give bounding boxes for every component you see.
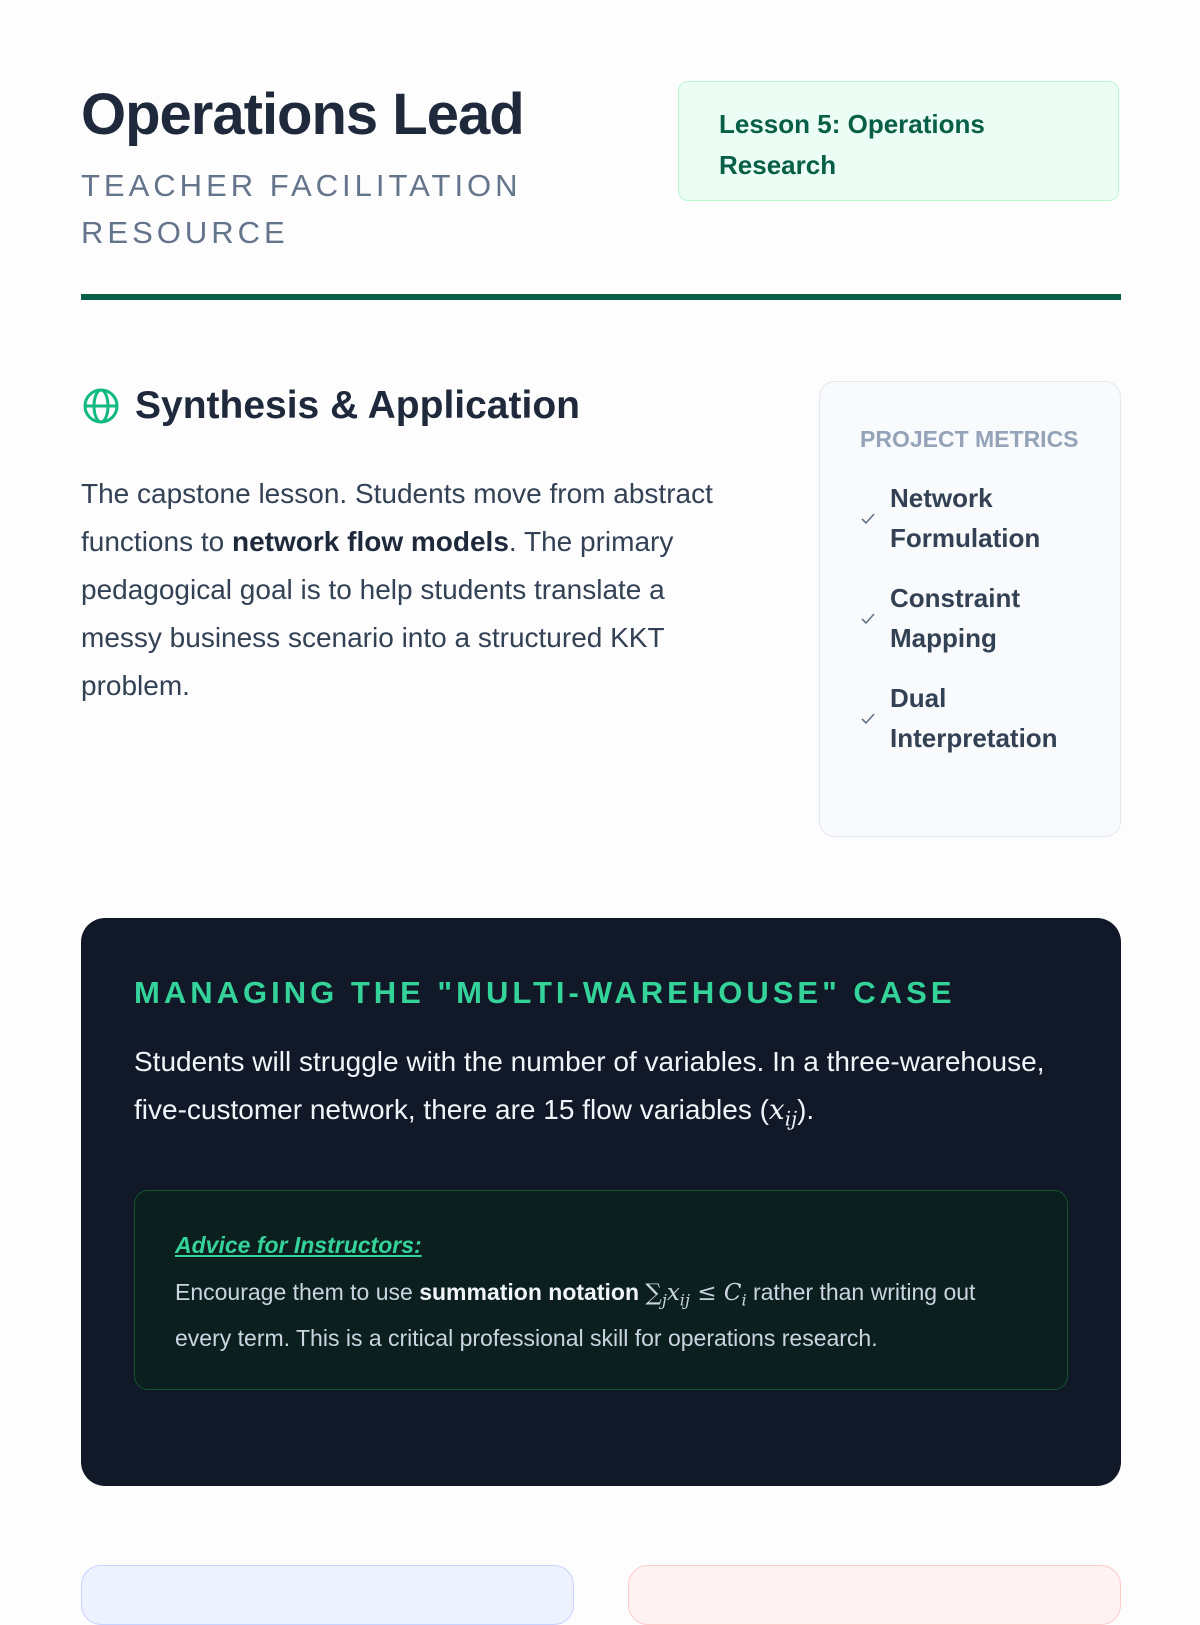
metric-label: Constraint Mapping	[890, 583, 1020, 653]
advice-body	[175, 1273, 1027, 1359]
math-x-subscript: ij	[784, 1107, 798, 1131]
project-metrics-panel	[819, 381, 1121, 837]
metric-label: Dual Interpretation	[890, 683, 1058, 753]
synthesis-body-text: The capstone lesson. Students move from abstract functions to	[81, 478, 713, 557]
check-icon	[860, 510, 876, 526]
multi-warehouse-case	[81, 918, 1121, 1486]
math-x: x	[768, 1093, 785, 1126]
advice-box	[134, 1190, 1068, 1390]
sum-subscript: j	[661, 1290, 667, 1310]
formula-le-c: ≤ C	[689, 1279, 742, 1306]
case-title: MANAGING THE "MULTI-WAREHOUSE" CASE	[134, 975, 956, 1010]
page-header	[81, 80, 1121, 300]
advice-bold: summation notation	[419, 1278, 639, 1305]
case-body-text: Students will struggle with the number of variables. In a three-warehouse, five-customer network, there are 15 flow variables (	[134, 1046, 1045, 1125]
synthesis-heading	[81, 380, 751, 432]
advice-label: Advice for Instructors:	[175, 1231, 422, 1258]
synthesis-body	[81, 470, 751, 710]
globe-icon	[81, 386, 121, 426]
formula-x: x	[666, 1279, 680, 1306]
metric-item	[860, 678, 1090, 758]
synthesis-body-text-end: . The primary pedagogical goal is to help students translate a messy business scenario into a structured KKT problem.	[81, 526, 674, 701]
check-icon	[860, 710, 876, 726]
math-variable	[768, 1093, 798, 1131]
case-body	[134, 1038, 1068, 1144]
sum-symbol: ∑	[645, 1279, 662, 1306]
advice-text: Encourage them to use	[175, 1278, 420, 1305]
metric-label: Network Formulation	[890, 483, 1041, 553]
bottom-card-blue	[81, 1565, 574, 1625]
metrics-title: PROJECT METRICS	[860, 426, 1079, 452]
metric-item	[860, 578, 1090, 658]
formula-c-subscript: i	[741, 1290, 747, 1310]
check-icon	[860, 610, 876, 626]
synthesis-section	[81, 380, 751, 738]
page-title: Operations Lead	[81, 82, 524, 147]
formula-x-subscript: ij	[679, 1290, 690, 1310]
bottom-card-red	[628, 1565, 1121, 1625]
synthesis-heading-text: Synthesis & Application	[135, 384, 580, 427]
metric-item	[860, 478, 1090, 558]
case-body-end: ).	[797, 1094, 815, 1125]
page-subtitle: TEACHER FACILITATION RESOURCE	[81, 168, 522, 250]
header-divider	[81, 294, 1121, 300]
summation-formula	[645, 1279, 747, 1310]
advice-text-end: rather than writing out every term. This is a critical professional skill for operations research.	[175, 1278, 976, 1352]
lesson-badge: Lesson 5: Operations Research	[678, 81, 1119, 201]
synthesis-body-bold: network flow models	[231, 526, 509, 557]
